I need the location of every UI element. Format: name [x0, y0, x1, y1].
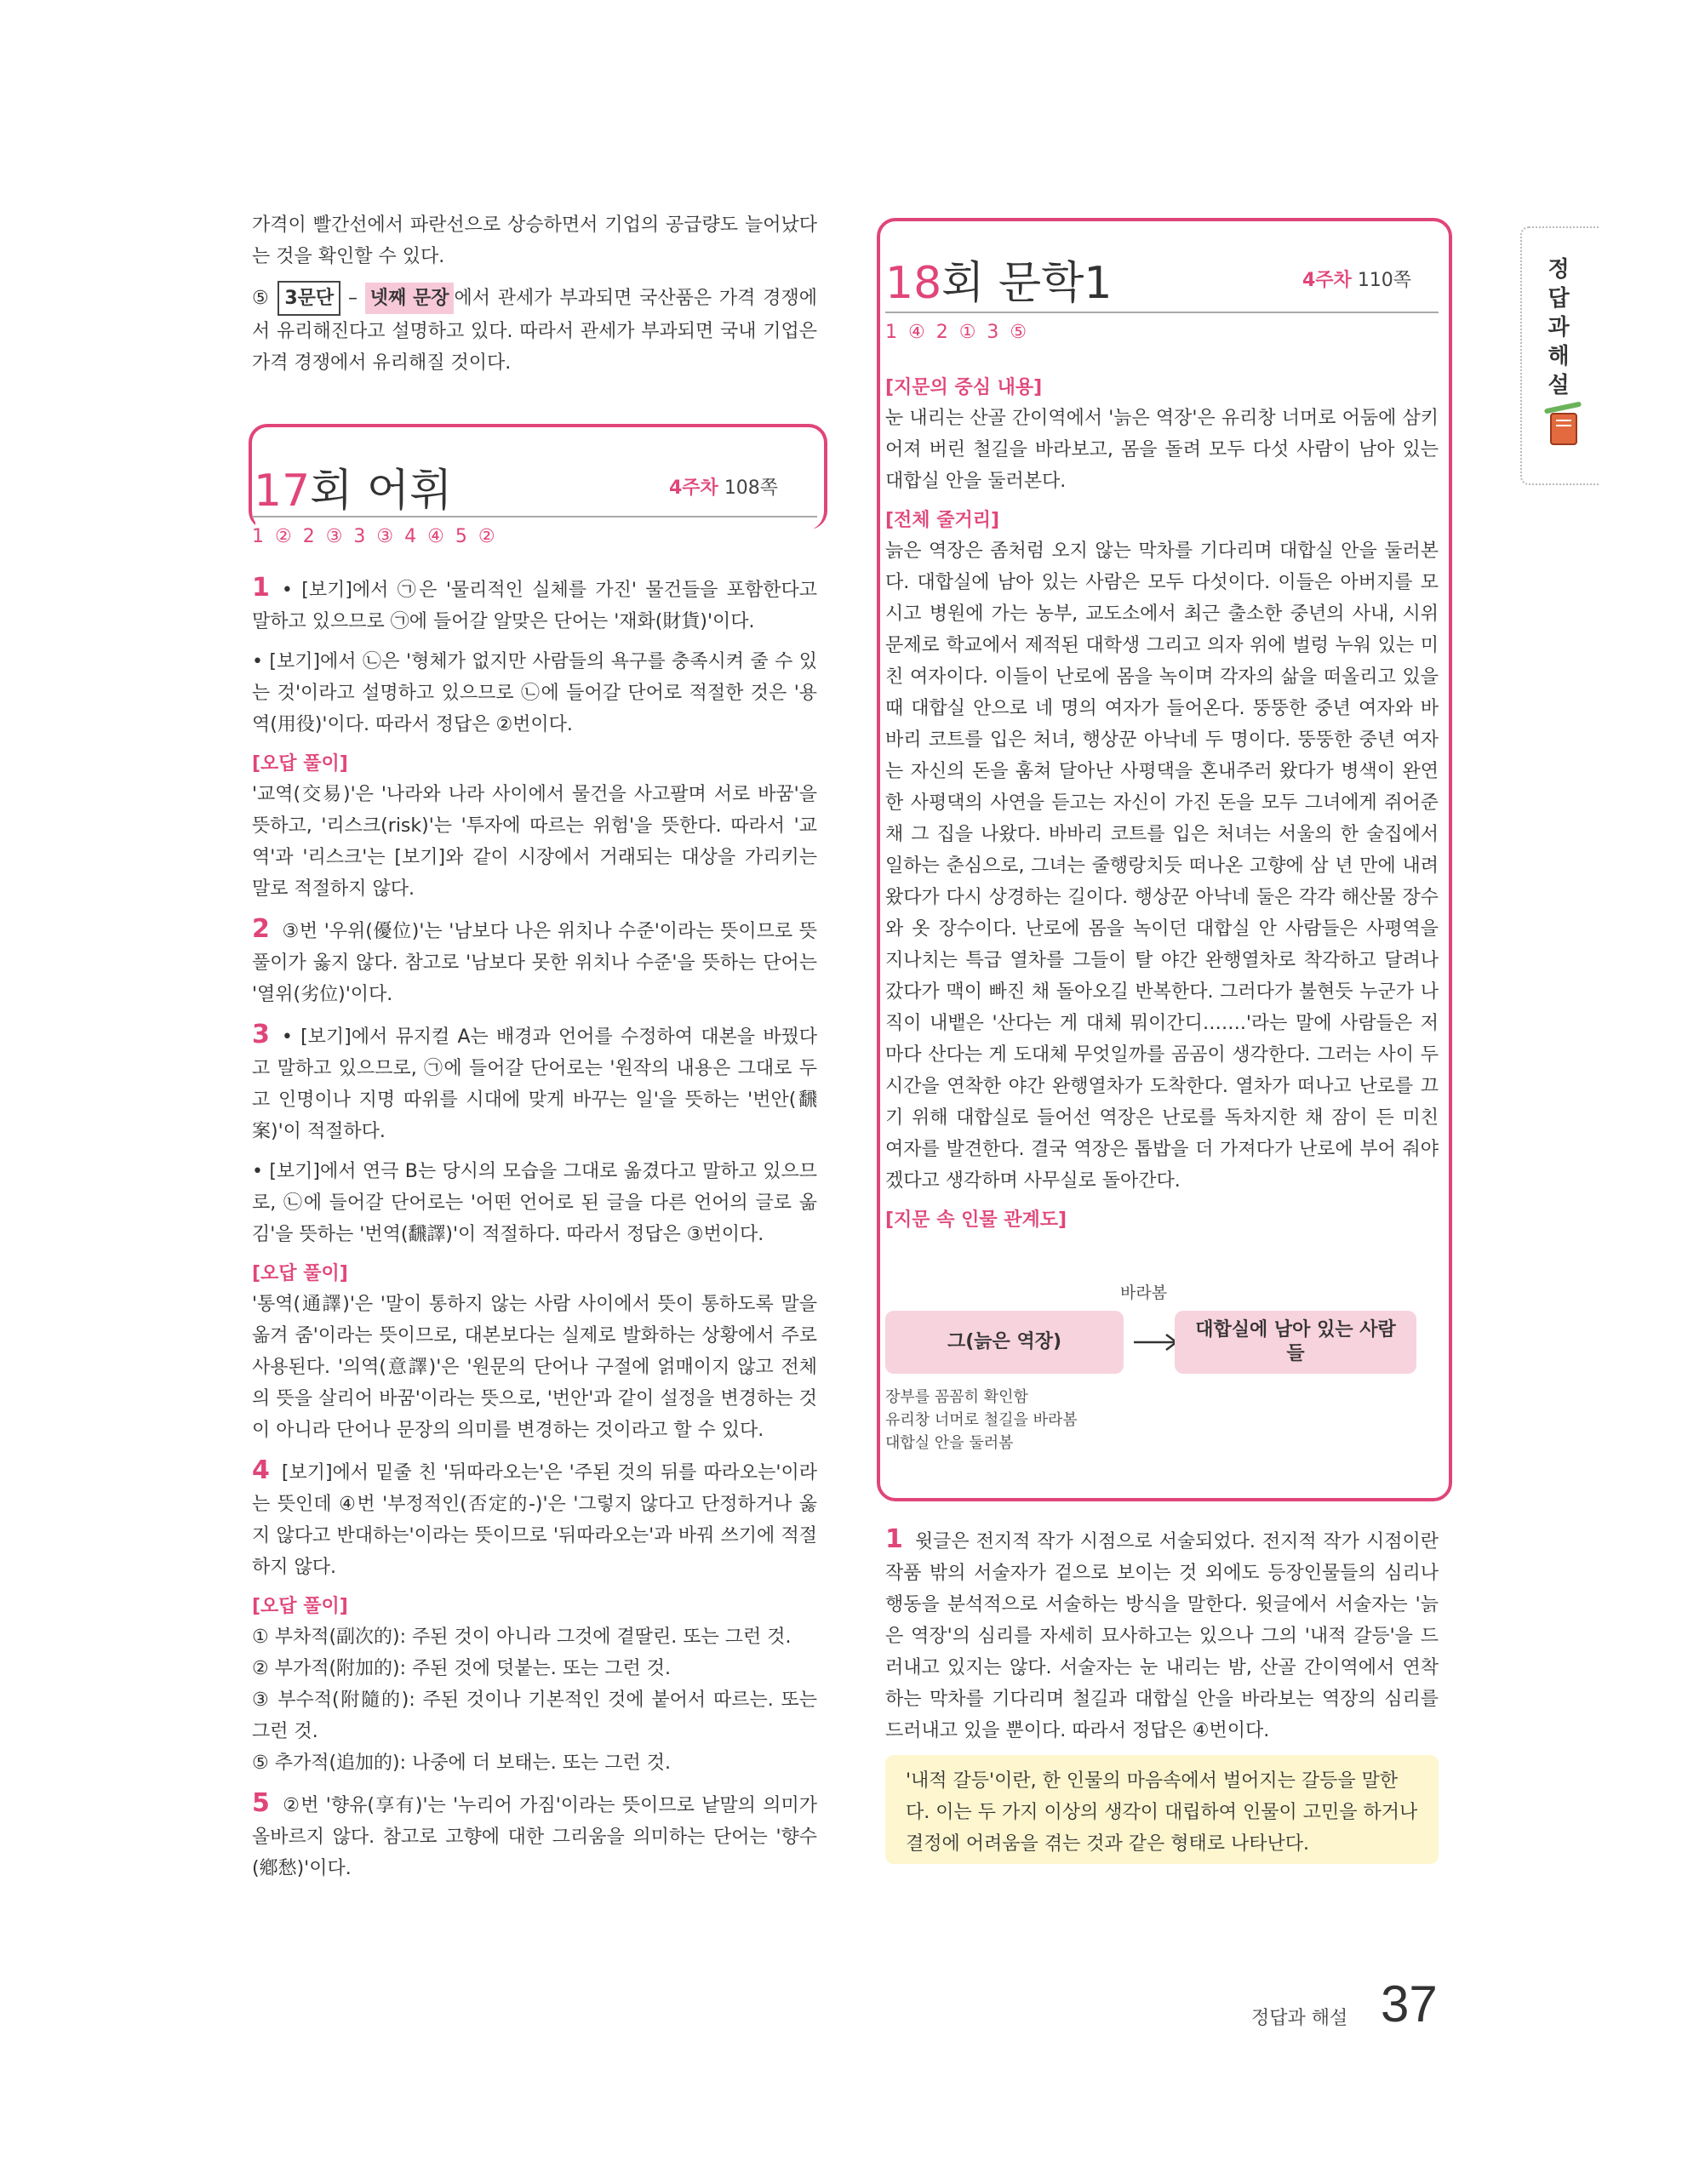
q1-explanation: 1 • [보기]에서 ㉠은 '물리적인 실체를 가진' 물건들을 포함한다고 말하고 있으므로 ㉠에 들어갈 알맞은 단어는 '재화(財貨)'이다. [252, 573, 817, 632]
section-18-title: 18회 문학1 [885, 258, 1113, 309]
center-content-label: [지문의 중심 내용] [885, 377, 1043, 398]
section-18-page: 4주차 110쪽 [1302, 270, 1412, 291]
section-17-header [254, 455, 815, 517]
section-18-body [885, 366, 1439, 1235]
intro-paragraph: 가격이 빨간선에서 파란선으로 상승하면서 기업의 공급량도 늘어났다는 것을 확인할 수 있다. [252, 214, 817, 267]
section-18-q1 [885, 1524, 1439, 1755]
inner-conflict-note: '내적 갈등'이란, 한 인물의 마음속에서 벌어지는 갈등을 말한다. 이는 두 가지 이상의 생각이 대립하여 인물이 고민을 하거나 결정에 어려움을 겪는 것과 같은 형태로 나타난다. [885, 1755, 1439, 1864]
q3-explanation-2: • [보기]에서 연극 B는 당시의 모습을 그대로 옮겼다고 말하고 있으므로, ㉡에 들어갈 단어로는 '어떤 언어로 된 글을 다른 언어의 글로 옮김'을 뜻하는 '번역(飜譯)'이 적절하다. 따라서 정답은 ③번이다. [252, 1161, 817, 1245]
q1-wrong: '교역(交易)'은 '나라와 나라 사이에서 물건을 사고팔며 서로 바꿈'을 뜻하고, '리스크(risk)'는 '투자에 따르는 위험'을 뜻한다. 따라서 '교역'과 '리스크'는 [보기]와 같이 시장에서 거래되는 대상을 가리키는 말로 적절하지 않다. [252, 784, 817, 900]
footer-label: 정답과 해설 [1251, 2008, 1348, 2029]
page-number: 37 [1381, 1975, 1438, 2032]
chip-sentence: 넷째 문장 [365, 283, 455, 314]
relation-label: [지문 속 인물 관계도] [885, 1209, 1067, 1231]
section-17-page: 4주차 108쪽 [669, 477, 779, 499]
relation-diagram [885, 1277, 1439, 1452]
left-column [252, 209, 817, 387]
q3-wrong: '통역(通譯)'은 '말이 통하지 않는 사람 사이에서 뜻이 통하도록 말을 옮겨 줌'이라는 뜻이므로, 대본보다는 실제로 발화하는 상황에서 주로 사용된다. '의역(意譯)'은 '원문의 단어나 구절에 얽매이지 않고 전체의 뜻을 살리어 바꿈'이라는 뜻으로, '번안'과 같이 설정을 변경하는 것이 아니라 단어나 문장의 의미를 변경하는 것이라고 할 수 있다. [252, 1294, 817, 1441]
q3-explanation: 3 • [보기]에서 뮤지컬 A는 배경과 언어를 수정하여 대본을 바꿨다고 말하고 있으므로, ㉠에 들어갈 단어로는 '원작의 내용은 그대로 두고 인명이나 지명 따위를 시대에 맞게 바꾸는 일'을 뜻하는 '번안(飜案)'이 적절하다. [252, 1020, 817, 1142]
relation-notes [885, 1386, 1078, 1455]
section-18-header [885, 247, 1439, 309]
relation-node-stationmaster: 그(늙은 역장) [885, 1311, 1124, 1374]
footer [1251, 1975, 1447, 2043]
q5-explanation: 5 ②번 '향유(享有)'는 '누리어 가짐'이라는 뜻이므로 낱말의 의미가 올바르지 않다. 참고로 고향에 대한 그리움을 의미하는 단어는 '향수(鄕愁)'이다. [252, 1788, 817, 1879]
plot-label: [전체 줄거리] [885, 510, 1000, 531]
side-tab-label: 정답과해설 [1548, 257, 1570, 398]
q4-wrong-1: ① 부차적(副次的): 주된 것이 아니라 그것에 곁딸린. 또는 그런 것. [252, 1627, 792, 1648]
relation-note: 대합실 안을 둘러봄 [885, 1434, 1014, 1452]
section-17-body [252, 572, 817, 1893]
relation-edge-label: 바라봄 [1120, 1284, 1168, 1302]
relation-arrow-icon [1132, 1329, 1180, 1355]
plot-text: 늙은 역장은 좀처럼 오지 않는 막차를 기다리며 대합실 안을 둘러본다. 대합실에 남아 있는 사람은 모두 다섯이다. 이들은 아버지를 모시고 병원에 가는 농부, 교도소에서 최근 출소한 중년의 사내, 시위 문제로 학교에서 제적된 대학생 그리고 의자 위에 벌렁 누워 있는 미친 여자이다. 이들이 난로에 몸을 녹이며 각자의 삶을 떠올리고 있을 때 대합실 안으로 네 명의 여자가 들어온다. 뚱뚱한 중년 여자와 바바리 코트를 입은 처녀, 행상꾼 아낙네 두 명이다. 뚱뚱한 중년 여자는 자신의 돈을 훔쳐 달아난 사평댁을 혼내주러 왔다가 병색이 완연한 사평댁의 사연을 듣고는 자신이 가진 돈을 모두 그녀에게 쥐어준 채 그 집을 나왔다. 바바리 코트를 입은 처녀는 서울의 한 술집에서 일하는 춘심으로, 그녀는 줄행랑치듯 떠나온 고향에 삼 년 만에 내려왔다가 다시 상경하는 길이다. 행상꾼 아낙네 둘은 각각 해산물 장수와 옷 장수이다. 난로에 몸을 녹이던 대합실 안 사람들은 사평역을 지나치는 특급 열차를 그들이 탈 야간 완행열차로 착각하고 달려나갔다가 맥이 빠진 채 돌아오길 반복한다. 그러다가 불현듯 누군가 나직이 내뱉은 '산다는 게 대체 뭐이간디…….'라는 말에 사람들은 저마다 산다는 게 도대체 무엇일까를 곰곰이 생각한다. 그러는 사이 두 시간을 연착한 야간 완행열차가 도착한다. 열차가 떠나고 난로를 끄기 위해 대합실로 들어선 역장은 난로를 독차지한 채 잠이 든 미친 여자를 발견한다. 결국 역장은 톱밥을 더 가져다가 난로에 부어 줘야겠다고 생각하며 사무실로 돌아간다. [885, 540, 1439, 1192]
center-content-text: 눈 내리는 산골 간이역에서 '늙은 역장'은 유리창 너머로 어둠에 삼키어져 버린 철길을 바라보고, 몸을 돌려 모두 다섯 사람이 남아 있는 대합실 안을 둘러본다. [885, 408, 1439, 492]
section-17-title: 17회 어휘 [254, 466, 453, 517]
q4-explanation: 4 [보기]에서 밑줄 친 '뒤따라오는'은 '주된 것의 뒤를 따라오는'이라는 뜻인데 ④번 '부정적인(否定的-)'은 '그렇지 않다고 단정하거나 옳지 않다고 반대하는'이라는 뜻이므로 '뒤따라오는'과 바꿔 쓰기에 적절하지 않다. [252, 1455, 817, 1578]
q1-explanation-18: 1 윗글은 전지적 작가 시점으로 서술되었다. 전지적 작가 시점이란 작품 밖의 서술자가 겉으로 보이는 것 외에도 등장인물들의 심리나 행동을 분석적으로 서술하는 방식을 말한다. 윗글에서 서술자는 '늙은 역장'의 심리를 자세히 묘사하고는 있으나 그의 '내적 갈등'을 드러내고 있지는 않다. 서술자는 눈 내리는 밤, 산골 간이역에서 연착하는 막차를 기다리며 철길과 대합실 안을 바라보는 역장의 심리를 드러내고 있을 뿐이다. 따라서 정답은 ④번이다. [885, 1524, 1439, 1741]
relation-node-people: 대합실에 남아 있는 사람들 [1175, 1311, 1416, 1374]
q4-wrong-2: ② 부가적(附加的): 주된 것에 덧붙는. 또는 그런 것. [252, 1658, 672, 1679]
wrong-label: [오답 풀이] [252, 1263, 348, 1284]
relation-note: 유리창 너머로 철길을 바라봄 [885, 1411, 1078, 1429]
q4-wrong-4: ⑤ 추가적(追加的): 나중에 더 보태는. 또는 그런 것. [252, 1752, 672, 1774]
relation-note: 장부를 꼼꼼히 확인함 [885, 1388, 1028, 1406]
q4-wrong-3: ③ 부수적(附隨的): 주된 것이나 기본적인 것에 붙어서 따르는. 또는 그런 것. [252, 1689, 817, 1742]
q1-explanation-2: • [보기]에서 ㉡은 '형체가 없지만 사람들의 욕구를 충족시켜 줄 수 있는 것'이라고 설명하고 있으므로 ㉡에 들어갈 단어로 적절한 것은 '용역(用役)'이다. 따라서 정답은 ②번이다. [252, 651, 817, 735]
wrong-label: [오답 풀이] [252, 1596, 348, 1617]
chip-paragraph: 3문단 [277, 281, 340, 316]
intro-paragraph-2: ⑤ 3문단 – 넷째 문장 에서 관세가 부과되면 국산품은 가격 경쟁에서 유리해진다고 설명하고 있다. 따라서 관세가 부과되면 국내 기업은 가격 경쟁에서 유리해질 것이다. [252, 281, 817, 379]
side-tab [1520, 226, 1599, 485]
wrong-label: [오답 풀이] [252, 753, 348, 775]
section-18-answers: 1 ④ 2 ① 3 ⑤ [885, 312, 1439, 343]
section-17-answers: 1 ② 2 ③ 3 ③ 4 ④ 5 ② [252, 516, 817, 547]
book-pencil-icon [1539, 398, 1587, 449]
q2-explanation: 2 ③번 '우위(優位)'는 '남보다 나은 위치나 수준'이라는 뜻이므로 뜻풀이가 옳지 않다. 참고로 '남보다 못한 위치나 수준'을 뜻하는 단어는 '열위(劣位)'이다. [252, 914, 817, 1005]
